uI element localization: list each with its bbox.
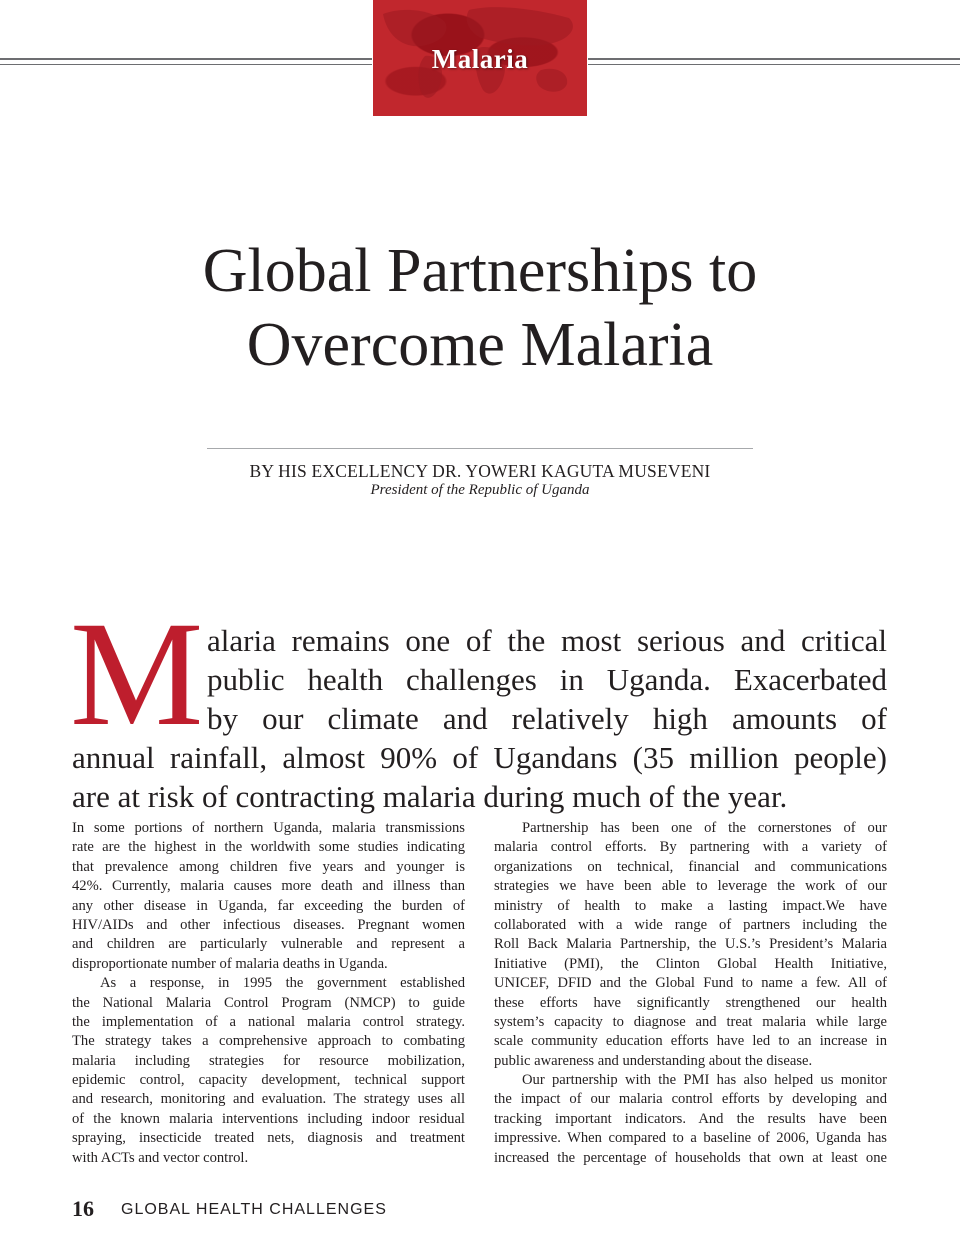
body-line: strategies we have been able to leverage the work of our xyxy=(494,878,887,895)
lede-line: annual rainfall, almost 90% of Ugandans (35 million people) xyxy=(72,740,887,775)
body-line: with ACTs and vector control. xyxy=(72,1149,249,1166)
body-line: these efforts have significantly strengthened our health xyxy=(494,994,887,1011)
body-line: organizations on technical, financial and communications xyxy=(494,858,887,875)
body-line: HIV/AIDs and other infectious diseases. Pregnant women xyxy=(72,916,465,933)
header-rule-left xyxy=(0,58,372,65)
body-line: In some portions of northern Uganda, malaria transmissions xyxy=(72,820,465,836)
body-line: the implementation of a national malaria control strategy. xyxy=(72,1013,465,1030)
body-line: UNICEF, DFID and the Global Fund to name a few. All of xyxy=(494,975,887,992)
body-line: any other disease in Uganda, far exceeding the burden of xyxy=(72,897,465,914)
body-line: disproportionate number of malaria deaths in Uganda. xyxy=(72,955,388,972)
lede-paragraph xyxy=(72,621,887,816)
body-line: 42%. Currently, malaria causes more death and illness than xyxy=(72,878,465,895)
body-line: malaria including strategies for resource mobilization, xyxy=(72,1052,465,1069)
body-line: of the known malaria interventions including indoor residual xyxy=(72,1110,465,1127)
body-line: that prevalence among children five years and younger is xyxy=(72,858,465,875)
byline: BY HIS EXCELLENCY DR. YOWERI KAGUTA MUSEVENI xyxy=(249,461,711,481)
section-label: Malaria xyxy=(431,44,529,74)
body-line: epidemic control, capacity development, technical support xyxy=(72,1072,465,1089)
title-line: Global Partnerships to xyxy=(202,237,758,305)
body-line: Roll Back Malaria Partnership, the U.S.’s President’s Malaria xyxy=(494,936,887,953)
body-line: Our partnership with the PMI has also helped us monitor xyxy=(522,1072,887,1089)
drop-cap: M xyxy=(70,591,204,757)
body-column-left xyxy=(72,819,465,1168)
body-line: Partnership has been one of the cornerstones of our xyxy=(522,820,887,836)
body-column-right xyxy=(494,819,887,1168)
body-line: the National Malaria Control Program (NMCP) to guide xyxy=(72,994,465,1011)
running-head: GLOBAL HEALTH CHALLENGES xyxy=(121,1201,387,1218)
header-rule-right xyxy=(588,58,960,65)
article-title xyxy=(80,234,880,382)
lede-line: by our climate and relatively high amounts of xyxy=(207,701,887,736)
body-line: and research, monitoring and evaluation. The strategy uses all xyxy=(72,1091,465,1108)
body-line: ministry of health to make a lasting impact.We have xyxy=(494,897,887,914)
body-line: spraying, insecticide treated nets, diagnosis and treatment xyxy=(72,1130,465,1147)
body-line: collaborated with a wide range of partners including the xyxy=(494,916,887,933)
body-line: The strategy takes a comprehensive approach to combating xyxy=(72,1033,465,1050)
body-line: Initiative (PMI), the Clinton Global Health Initiative, xyxy=(494,955,887,972)
body-line: public awareness and understanding about the disease. xyxy=(494,1052,813,1069)
lede-line: are at risk of contracting malaria during much of the year. xyxy=(72,779,788,814)
section-tab xyxy=(373,0,587,116)
body-line: As a response, in 1995 the government established xyxy=(100,975,465,992)
byline-rule xyxy=(207,448,753,449)
body-line: malaria control efforts. By partnering with a variety of xyxy=(494,839,887,856)
lede-line: public health challenges in Uganda. Exacerbated xyxy=(207,662,887,697)
body-line: increased the percentage of households that own at least one xyxy=(494,1149,887,1166)
body-line: tracking important indicators. And the results have been xyxy=(494,1110,887,1127)
body-line: and children are particularly vulnerable and represent a xyxy=(72,936,465,953)
byline-role: President of the Republic of Uganda xyxy=(370,482,590,498)
body-line: impressive. When compared to a baseline of 2006, Uganda has xyxy=(494,1130,887,1147)
body-line: scale community education efforts have led to an increase in xyxy=(494,1033,887,1050)
page-number: 16 xyxy=(72,1196,94,1221)
title-line: Overcome Malaria xyxy=(246,311,714,379)
body-line: rate are the highest in the worldwith some studies indicating xyxy=(72,839,465,856)
body-line: system’s capacity to diagnose and treat malaria while large xyxy=(494,1013,887,1030)
lede-line: alaria remains one of the most serious and critical xyxy=(207,623,887,658)
body-line: the impact of our malaria control efforts by developing and xyxy=(494,1091,887,1108)
